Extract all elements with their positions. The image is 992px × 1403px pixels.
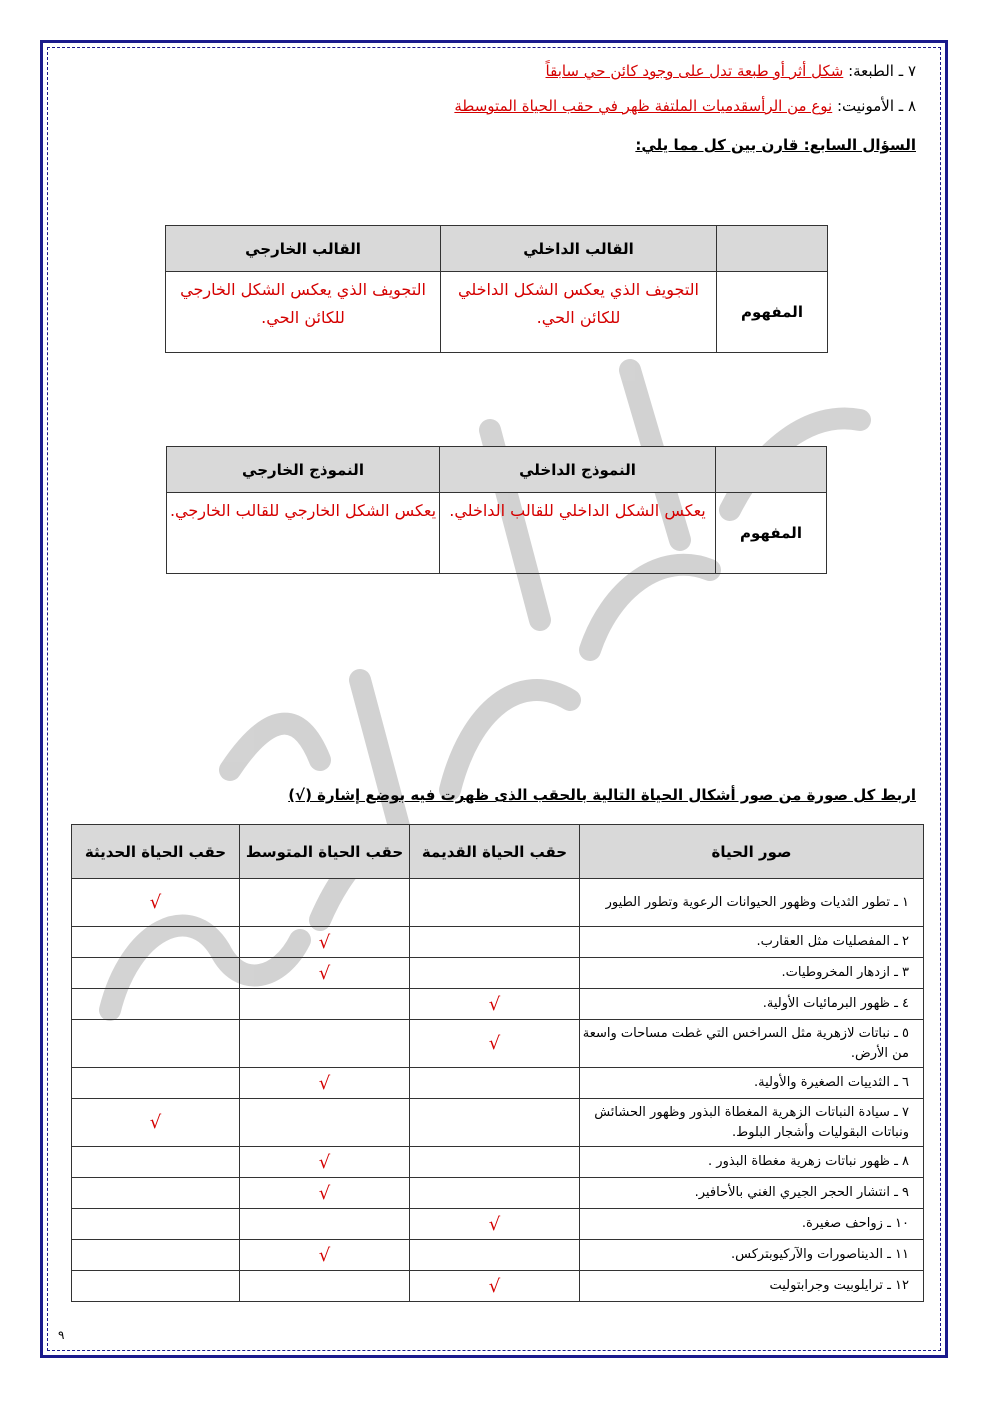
life-form-text: ١٠ ـ زواحف صغيرة. [580,1209,924,1240]
comparison-table-casts [166,446,827,574]
era-cell [410,1178,580,1209]
era-cell [72,927,240,958]
header-internal-mold: القالب الداخلي [441,226,717,272]
definition-8 [454,97,916,115]
table-row [72,1240,924,1271]
definition-7-term: ـ الطبعة: [848,62,904,80]
life-form-text: ٤ ـ ظهور البرمائيات الأولية. [580,989,924,1020]
era-cell [72,989,240,1020]
empty-header-cell [716,447,827,493]
header-external-cast: النموذج الخارجي [167,447,440,493]
era-cell [72,1271,240,1302]
era-cell [72,1020,240,1068]
era-cell [72,1178,240,1209]
life-form-text: ١١ ـ الديناصورات والآركيوبتركس. [580,1240,924,1271]
life-form-text: ٣ ـ ازدهار المخروطيات. [580,958,924,989]
table-row [72,1209,924,1240]
check-mark: √ [240,1240,410,1271]
life-eras-table [71,824,924,1302]
life-form-text: ٢ ـ المفصليات مثل العقارب. [580,927,924,958]
life-form-text: ٩ ـ انتشار الحجر الجيري الغني بالأحافير. [580,1178,924,1209]
check-mark: √ [410,1271,580,1302]
table-row [72,989,924,1020]
table-row [72,879,924,927]
check-mark: √ [410,989,580,1020]
era-cell [410,879,580,927]
table-row [72,1271,924,1302]
header-cenozoic: حقب الحياة الحديثة [72,825,240,879]
table-row [72,1068,924,1099]
era-cell [240,989,410,1020]
life-form-text: ٨ ـ ظهور نباتات زهرية مغطاة البذور . [580,1147,924,1178]
check-mark: √ [240,1068,410,1099]
definition-7 [546,62,916,80]
table-row [72,1020,924,1068]
definition-8-term: ـ الأمونيت: [837,97,904,115]
life-form-text: ٦ ـ الثدييات الصغيرة والأولية. [580,1068,924,1099]
era-cell [410,1147,580,1178]
era-cell [410,958,580,989]
external-mold-definition: التجويف الذي يعكس الشكل الخارجي للكائن الحي. [166,272,441,353]
life-form-text: ٧ ـ سيادة النباتات الزهرية المغطاة البذور وظهور الحشائش ونباتات البقوليات وأشجار البلوط. [580,1099,924,1147]
check-mark: √ [72,1099,240,1147]
era-cell [72,1209,240,1240]
definition-7-text: شكل أثر أو طبعة تدل على وجود كائن حي سابقاً [545,62,844,80]
life-form-text: ٥ ـ نباتات لازهرية مثل السراخس التي غطت مساحات واسعة من الأرض. [580,1020,924,1068]
table-row [72,927,924,958]
row-label-concept: المفهوم [717,272,828,353]
comparison-table-molds [165,225,828,353]
era-cell [240,1020,410,1068]
era-cell [410,1068,580,1099]
header-mesozoic: حقب الحياة المتوسط [240,825,410,879]
definition-8-text: نوع من الرأسقدميات الملتفة ظهر في حقب الحياة المتوسطة [454,97,833,115]
header-paleozoic: حقب الحياة القديمة [410,825,580,879]
internal-mold-definition: التجويف الذي يعكس الشكل الداخلي للكائن الحي. [441,272,717,353]
life-form-text: ١٢ ـ ترايلوبيت وجرابتوليت [580,1271,924,1302]
row-label-concept: المفهوم [716,493,827,574]
header-external-mold: القالب الخارجي [166,226,441,272]
table-row [72,1099,924,1147]
era-cell [72,1240,240,1271]
check-mark: √ [240,1147,410,1178]
era-cell [410,1240,580,1271]
internal-cast-definition: يعكس الشكل الداخلي للقالب الداخلي. [440,493,716,574]
question-7-title: السؤال السابع: قارن بين كل مما يلي: [635,136,916,154]
era-cell [240,1209,410,1240]
definition-7-number: ٧ [907,62,916,80]
check-mark: √ [410,1209,580,1240]
era-cell [240,879,410,927]
matching-instruction: اربط كل صورة من صور أشكال الحياة التالية بالحقب الذى ظهرت فيه بوضع إشارة (√) [288,786,916,804]
page-number: ٩ [58,1328,65,1342]
era-cell [240,1271,410,1302]
table-row [72,958,924,989]
header-internal-cast: النموذج الداخلي [440,447,716,493]
era-cell [72,1068,240,1099]
check-mark: √ [72,879,240,927]
check-mark: √ [410,1020,580,1068]
era-cell [410,927,580,958]
era-cell [72,1147,240,1178]
external-cast-definition: يعكس الشكل الخارجي للقالب الخارجي. [167,493,440,574]
life-form-text: ١ ـ تطور الثديات وظهور الحيوانات الرعوية وتطور الطيور [580,879,924,927]
check-mark: √ [240,927,410,958]
header-life-forms: صور الحياة [580,825,924,879]
definition-8-number: ٨ [907,97,916,115]
era-cell [410,1099,580,1147]
empty-header-cell [717,226,828,272]
table-row [72,1147,924,1178]
era-cell [240,1099,410,1147]
check-mark: √ [240,958,410,989]
era-cell [72,958,240,989]
check-mark: √ [240,1178,410,1209]
table-row [72,1178,924,1209]
